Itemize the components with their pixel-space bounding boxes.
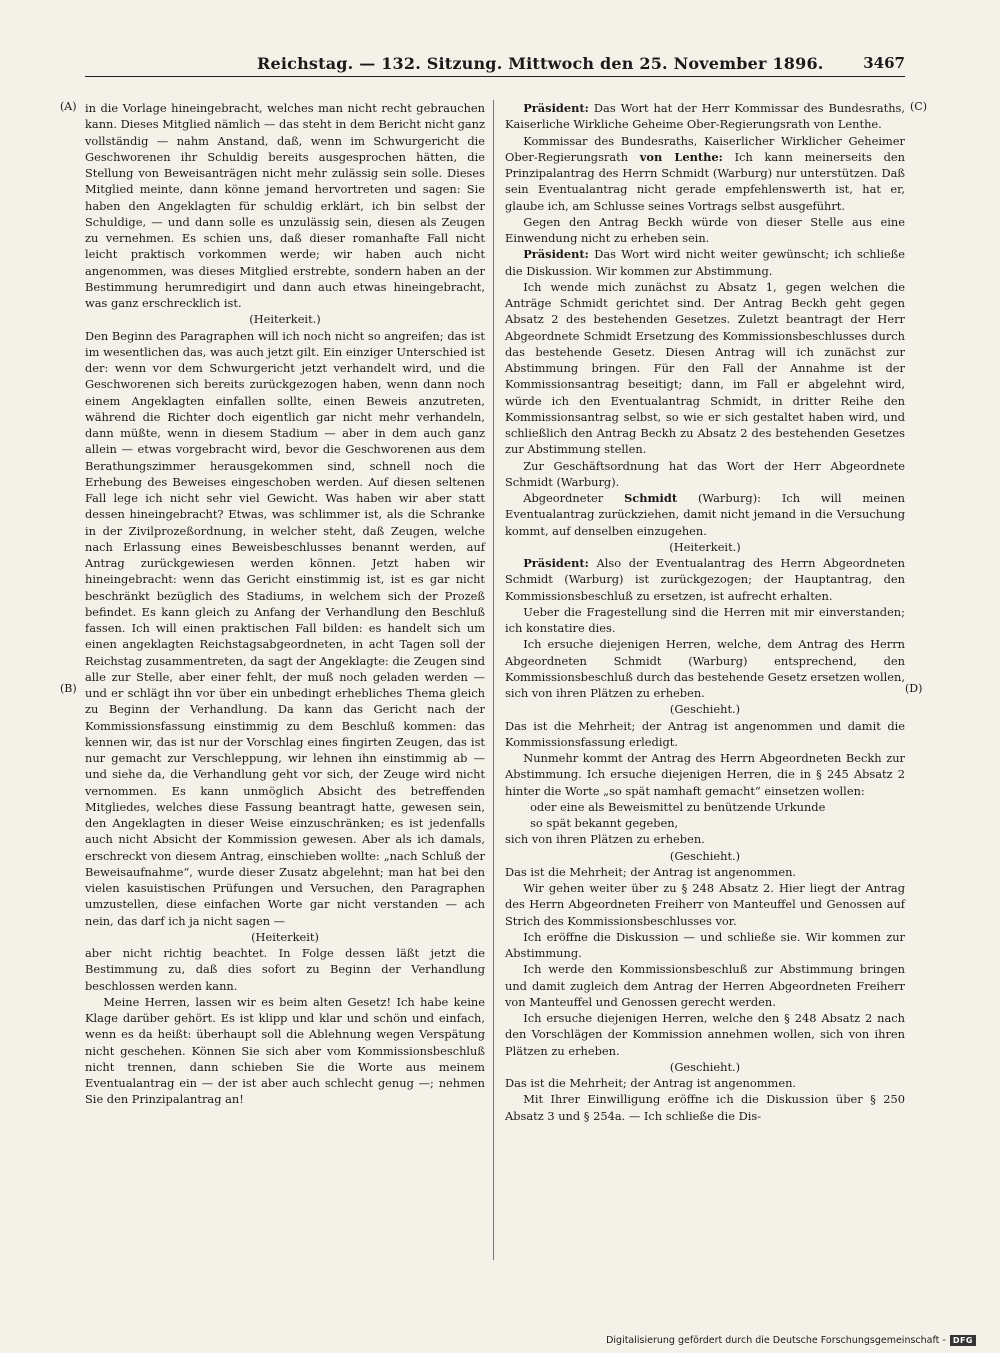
right-column-paragraph <box>505 831 905 847</box>
paragraph-text: Zur Geschäftsordnung hat das Wort der Herr Abgeordnete Schmidt (Warburg). <box>505 458 905 489</box>
paragraph-text: Das ist die Mehrheit; der Antrag ist angenommen. <box>505 864 797 879</box>
paragraph-text: (Heiterkeit.) <box>669 539 741 554</box>
paragraph-text: Das ist die Mehrheit; der Antrag ist angenommen. <box>505 1076 797 1090</box>
paragraph-text: Ueber die Fragestellung sind die Herren mit mir einverstanden; ich konstatire dies. <box>505 604 905 635</box>
right-column-paragraph <box>505 1010 905 1059</box>
paragraph-text: so spät bekannt gegeben, <box>530 816 679 830</box>
right-column-paragraph <box>505 539 905 555</box>
right-column-paragraph <box>505 750 905 799</box>
speaker-name: Präsident: <box>523 556 589 570</box>
paragraph-text: (Geschieht.) <box>669 1059 741 1074</box>
paragraph-text: Ich werde den Kommissionsbeschluß zur Abstimmung bringen und damit zugleich dem Antrag der Herren Abgeordneten Freiherr von Manteuffel und Genossen gerecht werden. <box>505 962 905 1009</box>
paragraph-text: Ich wende mich zunächst zu Absatz 1, gegen welchen die Anträge Schmidt gerichtet sind. Der Antrag Beckh geht gegen Absatz 2 des bestehenden Gesetzes. Zuletzt beantragt der Herr Abgeordnete Schmidt Ersetzung des Kommissionsbeschlusses durch das bestehende Gesetz. Diesen Antrag will ich zunächst zur Abstimmung bringen. Für den Fall der Annahme ist der Kommissionsantrag beseitigt; dann, im Fall er abgelehnt wird, würde ich den Eventualantrag Schmidt, in dritter Reihe den Kommissionsantrag selbst, so wie er sich gestaltet haben wird, und schließlich den Antrag Beckh zu Absatz 2 des bestehenden Gesetzes zur Abstimmung stellen. <box>505 279 905 457</box>
right-column-paragraph <box>505 718 905 751</box>
speaker-name: Präsident: <box>523 101 589 115</box>
column-divider <box>493 100 494 1260</box>
right-column-paragraph <box>505 799 905 815</box>
paragraph-text: (Heiterkeit.) <box>249 312 321 327</box>
paragraph-text: Ich ersuche diejenigen Herren, welche den § 248 Absatz 2 nach den Vorschlägen der Kommission annehmen wollen, sich von ihren Plätzen zu erheben. <box>505 1011 905 1058</box>
right-column-paragraph <box>505 279 905 458</box>
left-column-paragraph <box>85 328 485 929</box>
paragraph-text: Den Beginn des Paragraphen will ich noch nicht so angreifen; das ist im wesentlichen das, was auch jetzt gilt. Ein einziger Unterschied ist der: wenn vor dem Schwurgericht jetzt verhandelt wird, und die Geschworenen sich bereits zurückgezogen haben, wenn dann noch einem Angeklagten einfallen sollte, einen Beweis anzutreten, während die Richter doch eigentlich gar nicht mehr verhandeln, dann müßte, wenn in diesem Stadium — aber in dem auch ganz allein — etwas vorgebracht wird, bevor die Geschworenen aus dem Berathungszimmer herausgekommen sind, schnell noch die Erhebung des Beweises eingeschoben werden. Auf diesen seltenen Fall lege ich nicht sehr viel Gewicht. Was haben wir aber statt dessen hineingebracht? Etwas, was schlimmer ist, als die Schranke in der Zivilprozeßordnung, in welcher steht, daß Zeugen, welche nach Erlassung eines Beweisbeschlusses benannt werden, auf Antrag zurückgewiesen werden können. Jetzt haben wir hineingebracht: wenn das Gericht einstimmig ist, ist es gar nicht beschränkt bezüglich des Stadiums, in welchem sich der Prozeß befindet. Es kann gleich zu Anfang der Verhandlung den Beschluß fassen. Ich will einen praktischen Fall bilden: es handelt sich um einen angeklagten Reichstagsabgeordneten, in acht Tagen soll der Reichstag zusammentreten, da sagt der Angeklagte: die Zeugen sind alle zur Stelle, aber einer fehlt, der muß noch geladen werden — und er schlägt ihn vor über ein unbedingt erhebliches Thema gleich zu Beginn der Verhandlung. Da kann das Gericht nach der Kommissionsfassung einstimmig zu dem Beschluß kommen: das kennen wir, das ist nur der Vorschlag eines fingirten Zeugen, das ist nur gemacht zur Verschleppung, wir lehnen ihn einstimmig ab — und siehe da, die Verhandlung geht vor sich, der Zeuge wird nicht vernommen. Es kann unmöglich Absicht des betreffenden Mitgliedes, welches diese Fassung beantragt hatte, gewesen sein, den Angeklagten in dieser Weise einzuschränken; es ist jedenfalls auch nicht Absicht der Kommission gewesen. Aber als ich damals, erschreckt von diesem Antrag, einschieben wollte: „nach Schluß der Beweisaufnahme“, wurde dieser Zusatz abgelehnt; man hat bei den vielen kasuistischen Prüfungen und Versuchen, den Paragraphen umzustellen, diese einfachen Worte gar nicht verstanden — ach nein, das darf ich ja nicht sagen — <box>85 328 485 928</box>
right-column-paragraph <box>505 1059 905 1075</box>
margin-marker-a: (A) <box>60 100 77 113</box>
paragraph-text: (Geschieht.) <box>669 702 741 717</box>
right-column-paragraph <box>505 848 905 864</box>
paragraph-text: Das Wort wird nicht weiter gewünscht; ich schließe die Diskussion. Wir kommen zur Abstimmung. <box>505 247 905 278</box>
paragraph-text: (Warburg): Ich will meinen Eventualantrag zurückziehen, damit nicht jemand in die Versuchung kommt, auf denselben einzugehen. <box>505 491 905 538</box>
running-title: Reichstag. — 132. Sitzung. Mittwoch den 25. November 1896. <box>257 54 824 73</box>
paragraph-text: Ich kann meinerseits den Prinzipalantrag des Herrn Schmidt (Warburg) nur unterstützen. Daß sein Eventualantrag nicht gerade empfehlenswerth ist, hat er, glaube ich, am Schlusse seines Vortrags selbst ausgeführt. <box>505 149 906 213</box>
paragraph-text: Mit Ihrer Einwilligung eröffne ich die Diskussion über § 250 Absatz 3 und § 254a. — Ich schließe die Dis- <box>505 1092 905 1123</box>
paragraph-text: Ich eröffne die Diskussion — und schließe sie. Wir kommen zur Abstimmung. <box>505 929 905 960</box>
left-column-paragraph <box>85 929 485 945</box>
right-column-paragraph <box>505 214 905 247</box>
right-column-paragraph <box>505 961 905 1010</box>
right-column-paragraph <box>505 458 905 491</box>
right-column-paragraph <box>505 604 905 637</box>
speaker-name: von Lenthe: <box>639 149 723 164</box>
page-number: 3467 <box>863 54 905 72</box>
paragraph-text: (Geschieht.) <box>669 848 741 863</box>
dfg-logo: DFG <box>950 1335 976 1346</box>
right-column-paragraph <box>505 1075 905 1091</box>
right-column-paragraph <box>505 880 905 929</box>
paragraph-text: sich von ihren Plätzen zu erheben. <box>505 832 705 847</box>
paragraph-text: Abgeordneter <box>523 491 625 505</box>
speaker-name: Präsident: <box>523 247 589 262</box>
margin-marker-d: (D) <box>905 682 923 695</box>
paragraph-text: aber nicht richtig beachtet. In Folge dessen läßt jetzt die Bestimmung zu, daß dies sofort zu Beginn der Verhandlung beschlossen werden kann. <box>85 946 485 993</box>
left-column <box>85 100 485 1108</box>
paragraph-text: in die Vorlage hineingebracht, welches man nicht recht gebrauchen kann. Dieses Mitglied nämlich — das steht in dem Bericht nicht ganz vollständig — nahm Anstand, daß, wenn im Schwurgericht die Geschworenen ihr Schuldig bereits ausgesprochen hätten, die Stellung von Beweisanträgen nicht mehr zulässig sein solle. Dieses Mitglied meinte, dann könne jemand hervortreten und sagen: Sie haben den Angeklagten für schuldig erklärt, ich bin selbst der Schuldige, — und dann solle es unzulässig sein, diesen als Zeugen zu vernehmen. Es schien uns, daß dieser romanhafte Fall nicht leicht praktisch vorkommen werde; wir haben auch nicht angenommen, was dieses Mitglied erstrebte, sondern haben an der Bestimmung herumredigirt und dann auch etwas hineingebracht, was ganz erschrecklich ist. <box>85 101 485 310</box>
left-column-paragraph <box>85 100 485 311</box>
left-column-paragraph <box>85 994 485 1108</box>
page-header <box>85 54 905 77</box>
margin-marker-c: (C) <box>910 100 927 113</box>
right-column-paragraph <box>505 246 905 279</box>
paragraph-text: Gegen den Antrag Beckh würde von dieser Stelle aus eine Einwendung nicht zu erheben sein. <box>505 214 905 245</box>
paragraph-text: Nunmehr kommt der Antrag des Herrn Abgeordneten Beckh zur Abstimmung. Ich ersuche diejenigen Herren, die in § 245 Absatz 2 hinter die Worte „so spät namhaft gemacht“ einsetzen wollen: <box>505 751 905 798</box>
paragraph-text: Also der Eventualantrag des Herrn Abgeordneten Schmidt (Warburg) ist zurückgezogen; der Hauptantrag, den Kommissionsbeschluß zu ersetzen, ist aufrecht erhalten. <box>505 556 905 603</box>
right-column-paragraph <box>505 815 905 831</box>
right-column-paragraph <box>505 864 905 880</box>
paragraph-text: Ich ersuche diejenigen Herren, welche, dem Antrag des Herrn Abgeordneten Schmidt (Warburg) entsprechend, den Kommissionsbeschluß durch das bestehende Gesetz ersetzen wollen, sich von ihren Plätzen zu erheben. <box>505 637 905 700</box>
right-column-paragraph <box>505 100 905 133</box>
right-column-paragraph <box>505 490 905 539</box>
paragraph-text: Kommissar des Bundesraths, Kaiserlicher Wirklicher Geheimer Ober-Regierungsrath <box>505 133 905 164</box>
right-column-paragraph <box>505 929 905 962</box>
left-column-paragraph <box>85 311 485 327</box>
speaker-name: Schmidt <box>624 491 678 505</box>
paragraph-text: oder eine als Beweismittel zu benützende Urkunde <box>530 799 826 814</box>
digitization-credit: Digitalisierung gefördert durch die Deutsche Forschungsgemeinschaft - <box>606 1335 946 1346</box>
margin-marker-b: (B) <box>60 682 77 695</box>
right-column-paragraph <box>505 636 905 701</box>
paragraph-text: Wir gehen weiter über zu § 248 Absatz 2. Hier liegt der Antrag des Herrn Abgeordneten Freiherr von Manteuffel und Genossen auf Strich des Kommissionsbeschlusses vor. <box>505 881 905 928</box>
right-column <box>505 100 905 1124</box>
right-column-paragraph <box>505 1091 905 1124</box>
left-column-paragraph <box>85 945 485 994</box>
footer <box>606 1335 976 1346</box>
paragraph-text: Das ist die Mehrheit; der Antrag ist angenommen und damit die Kommissionsfassung erledigt. <box>505 718 905 749</box>
paragraph-text: Das Wort hat der Herr Kommissar des Bundesraths, Kaiserliche Wirkliche Geheime Ober-Regierungsrath von Lenthe. <box>505 101 905 132</box>
right-column-paragraph <box>505 701 905 717</box>
paragraph-text: Meine Herren, lassen wir es beim alten Gesetz! Ich habe keine Klage darüber gehört. Es ist klipp und klar und schön und einfach, wenn es da heißt: überhaupt soll die Ablehnung wegen Verspätung nicht geschehen. Können Sie sich aber vom Kommissionsbeschluß nicht trennen, dann schieben Sie die Worte aus meinem Eventualantrag ein — der ist aber auch schlecht genug —; nehmen Sie den Prinzipalantrag an! <box>85 994 485 1107</box>
paragraph-text: (Heiterkeit) <box>251 929 319 944</box>
right-column-paragraph <box>505 555 905 604</box>
right-column-paragraph <box>505 133 905 214</box>
